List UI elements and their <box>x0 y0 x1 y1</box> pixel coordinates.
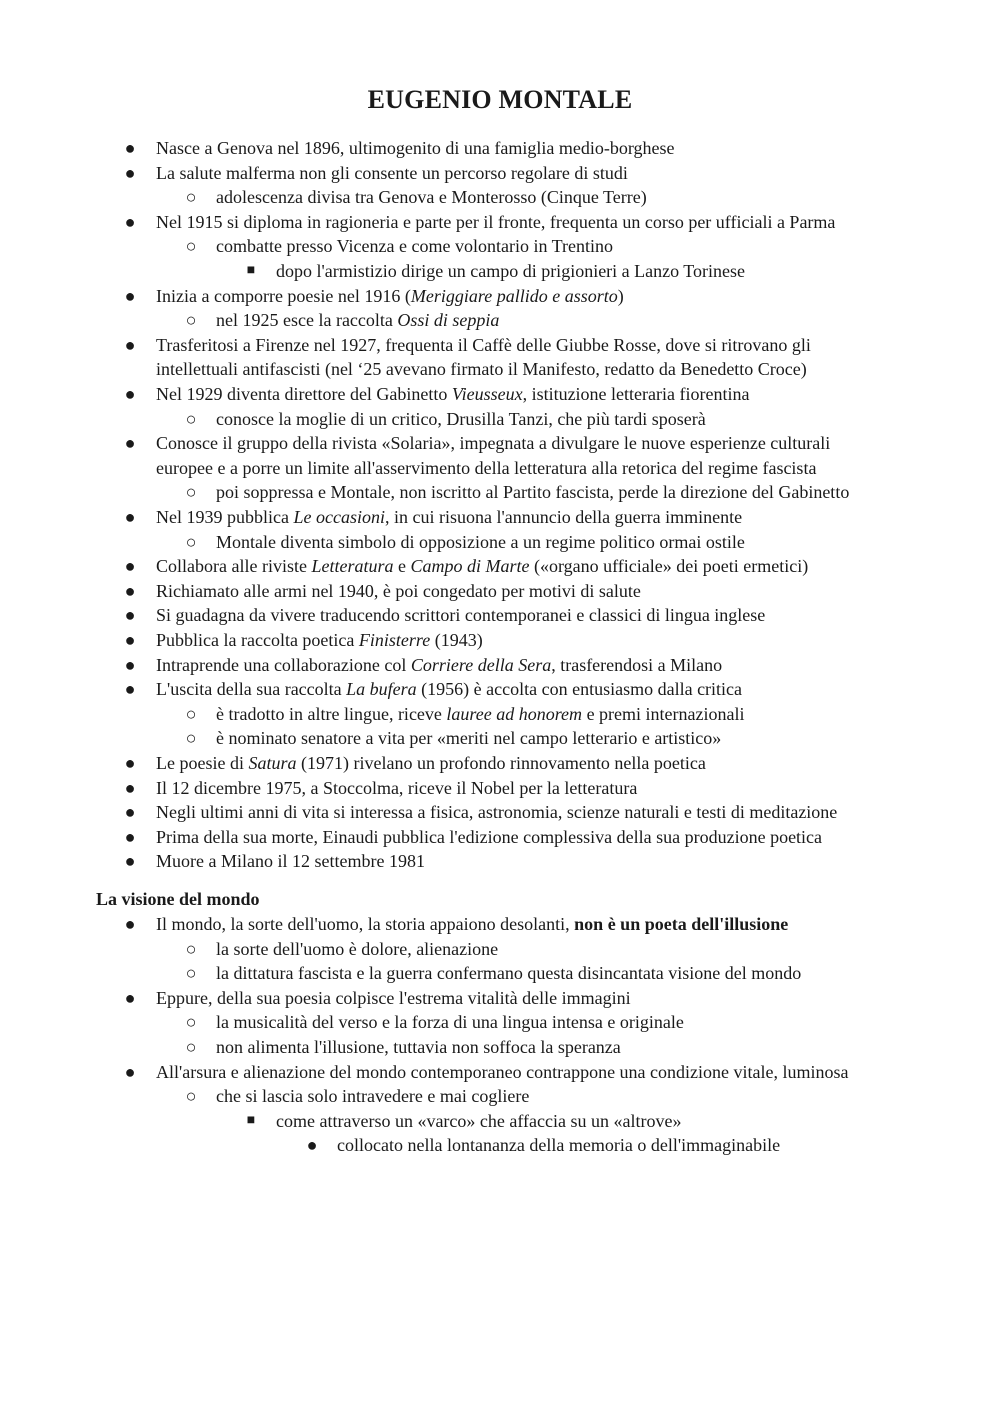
bullet-icon: ○ <box>185 963 197 984</box>
list-item-text: poi soppressa e Montale, non iscritto al Partito fascista, perde la direzione del Gabinetto <box>216 482 850 503</box>
bullet-icon: ○ <box>185 1037 197 1057</box>
list-item-text: conosce la moglie di un critico, Drusilla Tanzi, che più tardi sposerà <box>216 408 706 429</box>
bullet-icon: ○ <box>185 236 197 257</box>
bullet-icon: ● <box>124 211 136 232</box>
list-item-text: Conosce il gruppo della rivista «Solaria», impegnata a divulgare le nuove esperienze culturali <box>156 433 831 454</box>
bullet-icon: ● <box>124 987 136 1008</box>
section-heading: La visione del mondo <box>96 889 260 909</box>
list-item-text: Prima della sua morte, Einaudi pubblica l'edizione complessiva della sua produzione poetica <box>156 826 823 847</box>
list-item-text: L'uscita della sua raccolta La bufera (1956) è accolta con entusiasmo dalla critica <box>156 679 743 700</box>
list-item-text: adolescenza divisa tra Genova e Monterosso (Cinque Terre) <box>216 187 647 208</box>
list-item-text: Nel 1939 pubblica Le occasioni, in cui risuona l'annuncio della guerra imminente <box>156 507 743 527</box>
bullet-icon: ○ <box>185 703 197 724</box>
bullet-icon: ● <box>124 679 136 700</box>
bullet-icon: ● <box>124 433 136 454</box>
bullet-icon: ● <box>124 851 136 872</box>
list-item-text: è tradotto in altre lingue, riceve lauree ad honorem e premi internazionali <box>216 703 745 724</box>
list-item-text: collocato nella lontananza della memoria o dell'immaginabile <box>337 1135 781 1156</box>
list-item-text: Negli ultimi anni di vita si interessa a fisica, astronomia, scienze naturali e testi di meditazione <box>156 802 838 823</box>
bullet-icon: ● <box>306 1135 318 1156</box>
bullet-icon: ● <box>124 753 136 773</box>
bullet-icon: ○ <box>185 482 197 503</box>
bullet-icon: ● <box>124 802 136 823</box>
list-item-text: Si guadagna da vivere traducendo scrittori contemporanei e classici di lingua inglese <box>156 605 766 626</box>
bullet-icon: ■ <box>246 263 256 278</box>
bullet-icon: ○ <box>185 310 197 331</box>
list-item-text: Il 12 dicembre 1975, a Stoccolma, riceve il Nobel per la letteratura <box>156 777 638 798</box>
list-item-text: Intraprende una collaborazione col Corriere della Sera, trasferendosi a Milano <box>156 654 723 675</box>
bullet-icon: ● <box>124 162 136 183</box>
list-item-text: la dittatura fascista e la guerra confermano questa disincantata visione del mondo <box>216 963 802 984</box>
list-item-text: Montale diventa simbolo di opposizione a un regime politico ormai ostile <box>216 531 745 552</box>
bullet-icon: ● <box>124 826 136 847</box>
list-item-text: All'arsura e alienazione del mondo contemporaneo contrappone una condizione vitale, luminosa <box>156 1061 849 1082</box>
list-item-text: Il mondo, la sorte dell'uomo, la storia appaiono desolanti, non è un poeta dell'illusione <box>156 914 789 934</box>
list-item-text: dopo l'armistizio dirige un campo di prigionieri a Lanzo Torinese <box>276 261 746 281</box>
list-item-continuation: intellettuali antifascisti (nel ‘25 avevano firmato il Manifesto, redatto da Benedetto Croce) <box>156 359 807 380</box>
bullet-icon: ○ <box>185 1012 197 1033</box>
list-item-text: non alimenta l'illusione, tuttavia non soffoca la speranza <box>216 1037 621 1057</box>
list-item-text: Nel 1915 si diploma in ragioneria e parte per il fronte, frequenta un corso per ufficiali a Parma <box>156 211 836 232</box>
list-item-text: Inizia a comporre poesie nel 1916 (Meriggiare pallido e assorto) <box>156 285 624 306</box>
bullet-icon: ○ <box>185 187 197 208</box>
list-item-text: combatte presso Vicenza e come volontario in Trentino <box>216 236 613 257</box>
list-item-text: nel 1925 esce la raccolta Ossi di seppia <box>216 310 500 331</box>
bullet-icon: ■ <box>246 1112 256 1128</box>
bullet-icon: ○ <box>185 938 197 959</box>
bullet-icon: ○ <box>185 531 197 552</box>
bullet-icon: ● <box>124 285 136 306</box>
list-item-text: Nasce a Genova nel 1896, ultimogenito di una famiglia medio-borghese <box>156 138 675 158</box>
bullet-icon: ● <box>124 580 136 601</box>
bullet-icon: ● <box>124 1061 136 1082</box>
list-item-text: come attraverso un «varco» che affaccia su un «altrove» <box>276 1110 682 1131</box>
bullet-icon: ● <box>124 630 136 650</box>
list-item-text: Pubblica la raccolta poetica Finisterre (1943) <box>156 630 483 650</box>
bullet-icon: ● <box>124 654 136 675</box>
list-item-text: Eppure, della sua poesia colpisce l'estrema vitalità delle immagini <box>156 987 631 1008</box>
page-title: EUGENIO MONTALE <box>367 85 633 114</box>
bullet-icon: ○ <box>185 1086 197 1107</box>
bullet-icon: ● <box>124 605 136 626</box>
list-item-text: Muore a Milano il 12 settembre 1981 <box>156 851 425 872</box>
list-item-text: Le poesie di Satura (1971) rivelano un profondo rinnovamento nella poetica <box>156 753 706 773</box>
bullet-icon: ○ <box>185 728 197 749</box>
bullet-icon: ● <box>124 334 136 355</box>
bullet-icon: ● <box>124 556 136 577</box>
bullet-icon: ○ <box>185 408 197 429</box>
bullet-icon: ● <box>124 138 136 158</box>
list-item-text: Nel 1929 diventa direttore del Gabinetto Vieusseux, istituzione letteraria fiorentina <box>156 384 750 404</box>
bullet-icon: ● <box>124 914 136 934</box>
list-item-text: è nominato senatore a vita per «meriti nel campo letterario e artistico» <box>216 728 722 749</box>
bullet-icon: ● <box>124 777 136 798</box>
list-item-continuation: europee e a porre un limite all'asservimento della letteratura alla retorica del regime fascista <box>156 457 817 478</box>
list-item-text: che si lascia solo intravedere e mai cogliere <box>216 1086 530 1107</box>
list-item-text: Richiamato alle armi nel 1940, è poi congedato per motivi di salute <box>156 580 641 601</box>
list-item-text: la musicalità del verso e la forza di una lingua intensa e originale <box>216 1012 684 1033</box>
list-item-text: Trasferitosi a Firenze nel 1927, frequenta il Caffè delle Giubbe Rosse, dove si ritrovano gli <box>156 334 811 355</box>
list-item-text: la sorte dell'uomo è dolore, alienazione <box>216 938 499 959</box>
list-item-text: Collabora alle riviste Letteratura e Campo di Marte («organo ufficiale» dei poeti ermetici) <box>156 556 809 577</box>
list-item-text: La salute malferma non gli consente un percorso regolare di studi <box>156 162 628 183</box>
bullet-icon: ● <box>124 507 136 527</box>
bullet-icon: ● <box>124 384 136 404</box>
